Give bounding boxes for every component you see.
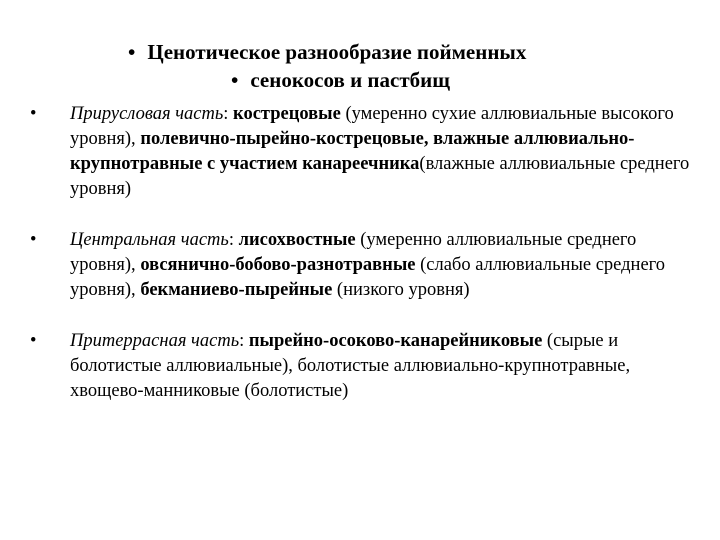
bullet-item-terrace [30, 329, 700, 404]
bullet-separator: : [223, 104, 234, 124]
bullet-text: (слабо аллювиальные среднего уровня), [70, 255, 666, 300]
bullet-text: (низкого уровня) [332, 280, 470, 300]
bullet-bold-text: лисохвостные [238, 230, 356, 250]
title-text-2: сенокосов и пастбищ [250, 68, 450, 92]
bullet-text: (сырые и болотистые аллювиальные), болотистые аллювиально-крупнотравные, хвощево-манниковые (болотистые) [70, 331, 631, 401]
bullet-dot: • [30, 331, 37, 351]
bullet-item-riverbank [30, 102, 700, 202]
bullet-bold-text: пырейно-осоково-канарейниковые [248, 331, 543, 351]
title-text-1: Ценотическое разнообразие пойменных [147, 40, 527, 64]
bullet-label: Прирусловая часть [70, 104, 224, 124]
title-bullet-2: • [231, 68, 239, 92]
bullet-bold-text: полевично-пырейно-кострецовые, влажные аллювиально-крупнотравные с участием канареечника [70, 129, 635, 174]
bullet-separator: : [228, 230, 239, 250]
bullet-list [30, 102, 700, 430]
title-bullet-1: • [128, 40, 136, 64]
bullet-separator: : [239, 331, 249, 351]
title-line-1 [120, 38, 640, 66]
bullet-bold-text: бекманиево-пырейные [140, 280, 333, 300]
bullet-item-central [30, 228, 700, 303]
bullet-text: (влажные аллювиальные среднего уровня) [70, 154, 690, 199]
bullet-dot: • [30, 104, 37, 124]
bullet-dot: • [30, 230, 37, 250]
slide-title [120, 38, 640, 94]
bullet-label: Притеррасная часть [70, 331, 240, 351]
title-line-2 [120, 66, 640, 94]
bullet-label: Центральная часть [70, 230, 229, 250]
bullet-text: (умеренно аллювиальные среднего уровня), [70, 230, 637, 275]
bullet-text: (умеренно сухие аллювиальные высокого уровня), [70, 104, 674, 149]
bullet-bold-text: овсянично-бобово-разнотравные [140, 255, 416, 275]
bullet-bold-text: кострецовые [233, 104, 341, 124]
